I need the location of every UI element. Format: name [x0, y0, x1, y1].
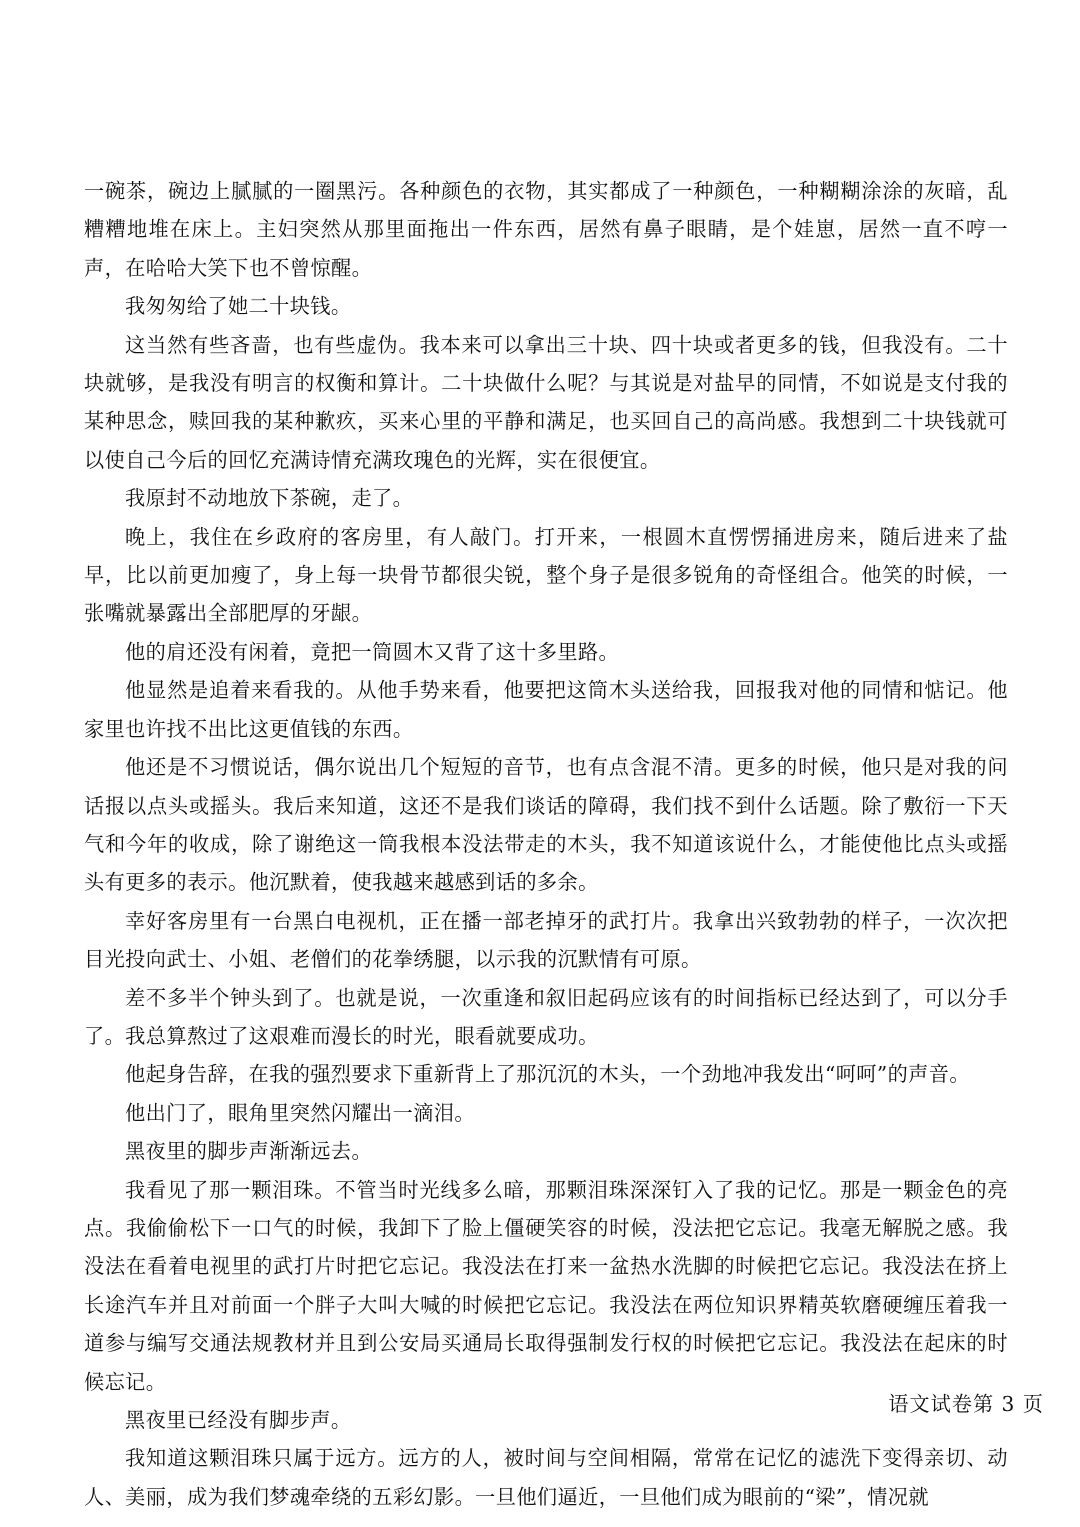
- paragraph-6: 他的肩还没有闲着，竟把一筒圆木又背了这十多里路。: [125, 639, 620, 664]
- paragraph-4: 我原封不动地放下茶碗，走了。: [125, 486, 414, 511]
- paragraph-7: 他显然是追着来看我的。从他手势来看，他要把这筒木头送给我，回报我对他的同情和惦记。他家里也许找不出比这更值钱的东西。: [84, 678, 1008, 741]
- page-number: 语文试卷第 3 页: [888, 1392, 1044, 1416]
- paragraph-16: 我知道这颗泪珠只属于远方。远方的人，被时间与空间相隔，常常在记忆的滤洗下变得亲切、动人、美丽，成为我们梦魂牵绕的五彩幻影。一旦他们逼近，一旦他们成为眼前的“梁”，情况就: [84, 1446, 1008, 1509]
- document-body: [84, 172, 1008, 1516]
- paragraph-9: 幸好客房里有一台黑白电视机，正在播一部老掉牙的武打片。我拿出兴致勃勃的样子，一次次把目光投向武士、小姐、老僧们的花拳绣腿，以示我的沉默情有可原。: [84, 908, 1008, 972]
- paragraph-1: 一碗茶，碗边上腻腻的一圈黑污。各种颜色的衣物，其实都成了一种颜色，一种糊糊涂涂的灰暗，乱糟糟地堆在床上。主妇突然从那里面拖出一件东西，居然有鼻子眼睛，是个娃崽，居然一直不哼一声，在哈哈大笑下也不曾惊醒。: [84, 179, 1008, 280]
- paragraph-11: 他起身告辞，在我的强烈要求下重新背上了那沉沉的木头，一个劲地冲我发出“呵呵”的声音。: [125, 1062, 970, 1087]
- paragraph-13: 黑夜里的脚步声渐渐远去。: [125, 1139, 373, 1164]
- paragraph-8: 他还是不习惯说话，偶尔说出几个短短的音节，也有点含混不清。更多的时候，他只是对我的问话报以点头或摇头。我后来知道，这还不是我们谈话的障碍，我们找不到什么话题。除了敷衍一下天气和今年的收成，除了谢绝这一筒我根本没法带走的木头，我不知道该说什么，才能使他比点头或摇头有更多的表示。他沉默着，使我越来越感到话的多余。: [84, 755, 1008, 895]
- paragraph-5: 晚上，我住在乡政府的客房里，有人敲门。打开来，一根圆木直愣愣捅进房来，随后进来了盐早，比以前更加瘦了，身上每一块骨节都很尖锐，整个身子是很多锐角的奇怪组合。他笑的时候，一张嘴就暴露出全部肥厚的牙龈。: [84, 524, 1008, 626]
- paragraph-14: 我看见了那一颗泪珠。不管当时光线多么暗，那颗泪珠深深钉入了我的记忆。那是一颗金色的亮点。我偷偷松下一口气的时候，我卸下了脸上僵硬笑容的时候，没法把它忘记。我毫无解脱之感。我没法在看着电视里的武打片时把它忘记。我没法在打来一盆热水洗脚的时候把它忘记。我没法在挤上长途汽车并且对前面一个胖子大叫大喊的时候把它忘记。我没法在两位知识界精英软磨硬缠压着我一道参与编写交通法规教材并且到公安局买通局长取得强制发行权的时候把它忘记。我没法在起床的时候忘记。: [84, 1177, 1008, 1394]
- paragraph-3: 这当然有些吝啬，也有些虚伪。我本来可以拿出三十块、四十块或者更多的钱，但我没有。二十块就够，是我没有明言的权衡和算计。二十块做什么呢？与其说是对盐早的同情，不如说是支付我的某种思念，赎回我的某种歉疚，买来心里的平静和满足，也买回自己的高尚感。我想到二十块钱就可以使自己今后的回忆充满诗情充满玫瑰色的光辉，实在很便宜。: [84, 332, 1008, 472]
- paragraph-15: 黑夜里已经没有脚步声。: [125, 1408, 352, 1432]
- paragraph-2: 我匆匆给了她二十块钱。: [125, 294, 352, 319]
- paragraph-12: 他出门了，眼角里突然闪耀出一滴泪。: [125, 1100, 475, 1125]
- paragraph-10: 差不多半个钟头到了。也就是说，一次重逢和叙旧起码应该有的时间指标已经达到了，可以分手了。我总算熬过了这艰难而漫长的时光，眼看就要成功。: [84, 985, 1008, 1048]
